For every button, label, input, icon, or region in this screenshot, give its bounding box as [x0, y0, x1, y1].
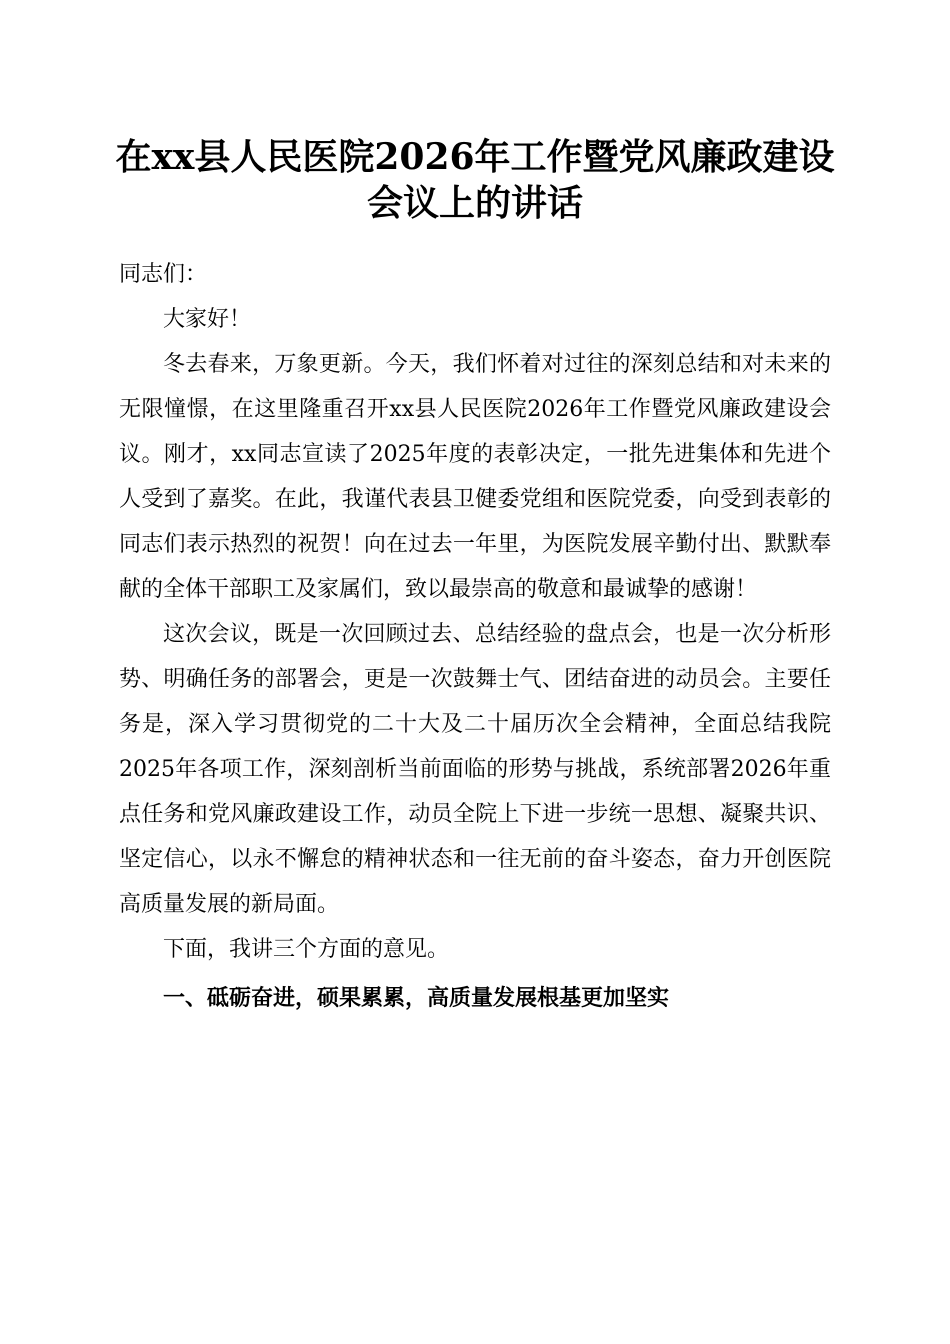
document-body [119, 252, 831, 1021]
title-line-1: 在xx县人民医院2026年工作暨党风廉政建设 [115, 136, 835, 178]
paragraph-transition: 下面，我讲三个方面的意见。 [163, 937, 450, 962]
paragraph-opening: 冬去春来，万象更新。今天，我们怀着对过往的深刻总结和对未来的无限憧憬，在这里隆重召开xx县人民医院2026年工作暨党风廉政建设会议。刚才，xx同志宣读了2025年度的表彰决定，一批先进集体和先进个人受到了嘉奖。在此，我谨代表县卫健委党组和医院党委，向受到表彰的同志们表示热烈的祝贺！向在过去一年里，为医院发展辛勤付出、默默奉献的全体干部职工及家属们，致以最崇高的敬意和最诚挚的感谢！ [119, 352, 831, 602]
title-line-2: 会议上的讲话 [366, 182, 583, 224]
salutation: 同志们： [119, 262, 208, 287]
section-heading-1: 一、砥砺奋进，硕果累累，高质量发展根基更加坚实 [163, 986, 670, 1011]
paragraph-meeting-purpose: 这次会议，既是一次回顾过去、总结经验的盘点会，也是一次分析形势、明确任务的部署会，更是一次鼓舞士气、团结奋进的动员会。主要任务是，深入学习贯彻党的二十大及二十届历次全会精神，全面总结我院2025年各项工作，深刻剖析当前面临的形势与挑战，系统部署2026年重点任务和党风廉政建设工作，动员全院上下进一步统一思想、凝聚共识、坚定信心，以永不懈怠的精神状态和一往无前的奋斗姿态，奋力开创医院高质量发展的新局面。 [119, 622, 831, 917]
document-title [100, 134, 850, 226]
greeting: 大家好！ [163, 307, 252, 332]
